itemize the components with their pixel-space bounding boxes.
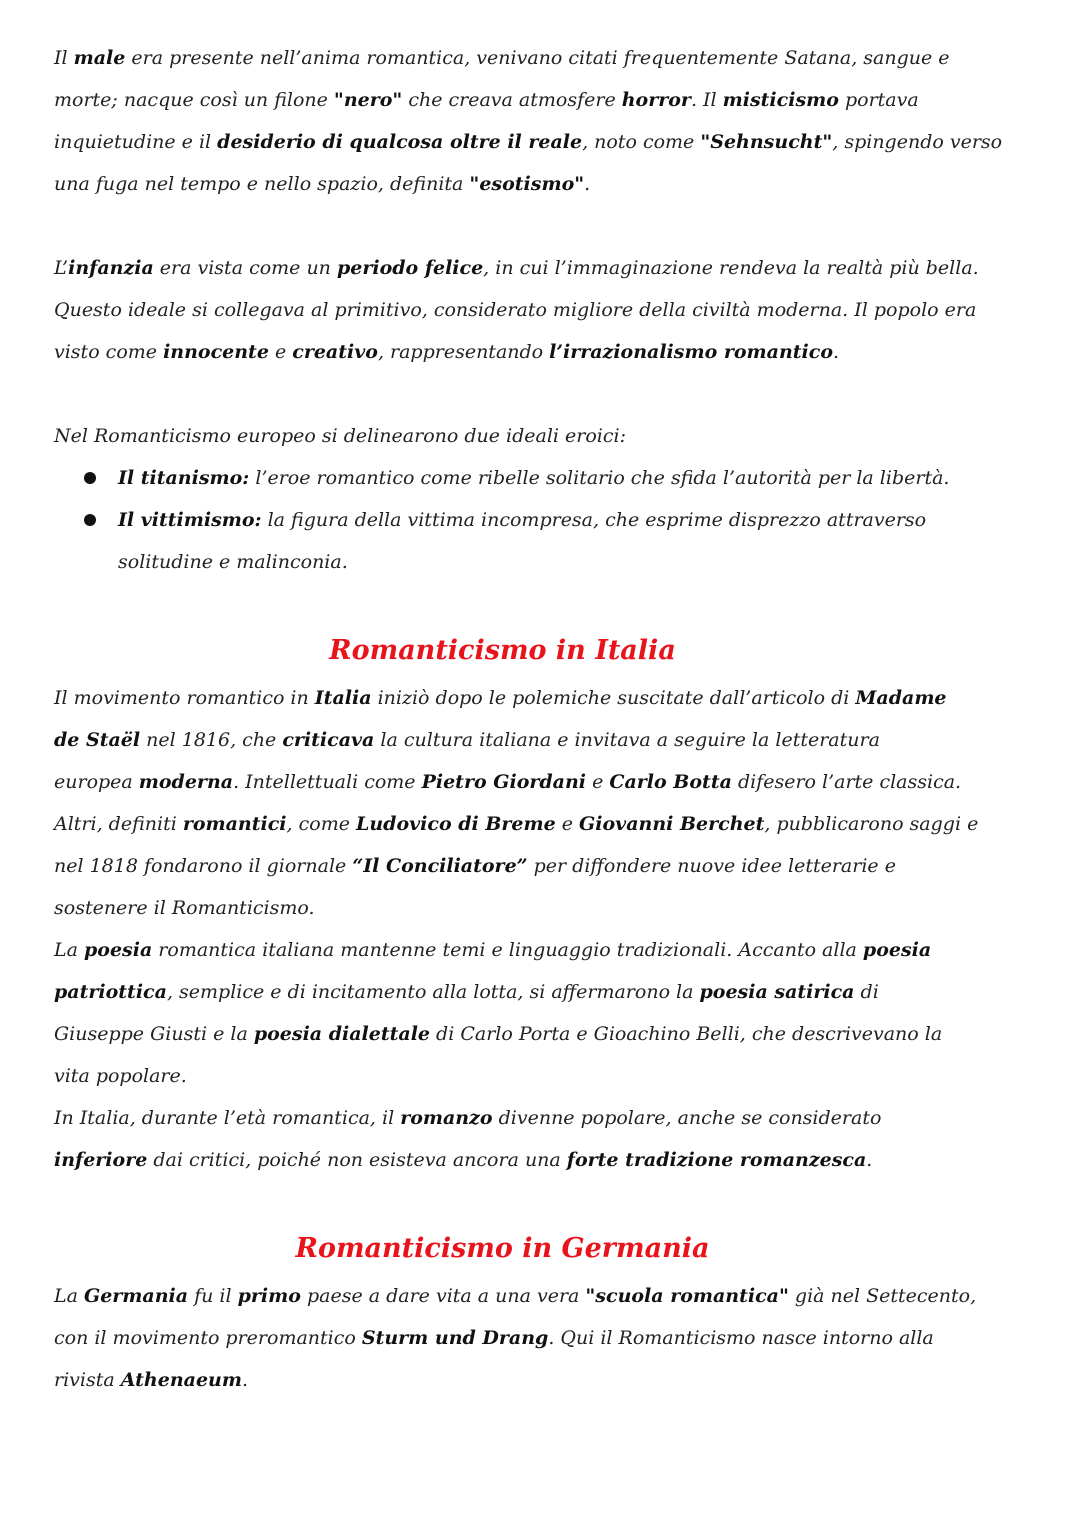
p3-intro: Nel Romanticismo europeo si delinearono due ideali eroici: — [54, 425, 626, 447]
heading-germania: Romanticismo in Germania — [295, 1233, 710, 1264]
bullet-titanismo: Il titanismo: l’eroe romantico come ribelle solitario che sfida l’autorità per la libertà. — [118, 467, 950, 489]
germania-line-2: con il movimento preromantico Sturm und Drang. Qui il Romanticismo nasce intorno alla — [54, 1327, 934, 1349]
bullet-icon — [84, 514, 96, 526]
italia-line-8: patriottica, semplice e di incitamento alla lotta, si affermarono la poesia satirica di — [54, 981, 879, 1003]
italia-line-9: Giuseppe Giusti e la poesia dialettale di Carlo Porta e Gioachino Belli, che descrivevano la — [54, 1023, 943, 1045]
italia-line-5: nel 1818 fondarono il giornale “Il Conciliatore” per diffondere nuove idee letterarie e — [54, 855, 896, 877]
bullet-vittimismo: Il vittimismo: la figura della vittima incompresa, che esprime disprezzo attraverso — [118, 509, 927, 531]
germania-line-1: La Germania fu il primo paese a dare vita a una vera "scuola romantica" già nel Settecento, — [54, 1285, 977, 1307]
bullet-vittimismo-cont: solitudine e malinconia. — [118, 551, 348, 573]
italia-line-10: vita popolare. — [54, 1065, 187, 1087]
p1-line-1: Il male era presente nell’anima romantica, venivano citati frequentemente Satana, sangue e — [54, 47, 950, 69]
italia-line-7: La poesia romantica italiana mantenne temi e linguaggio tradizionali. Accanto alla poesia — [54, 939, 932, 961]
p1-line-4: una fuga nel tempo e nello spazio, definita "esotismo". — [54, 173, 591, 195]
italia-line-1: Il movimento romantico in Italia iniziò dopo le polemiche suscitate dall’articolo di Madame — [54, 687, 947, 709]
italia-line-4: Altri, definiti romantici, come Ludovico di Breme e Giovanni Berchet, pubblicarono saggi e — [54, 813, 979, 835]
bullet-icon — [84, 472, 96, 484]
p1-line-3: inquietudine e il desiderio di qualcosa oltre il reale, noto come "Sehnsucht", spingendo verso — [54, 131, 1003, 153]
italia-line-12: inferiore dai critici, poiché non esisteva ancora una forte tradizione romanzesca. — [54, 1149, 873, 1171]
italia-line-6: sostenere il Romanticismo. — [54, 897, 315, 919]
italia-line-11: In Italia, durante l’età romantica, il romanzo divenne popolare, anche se considerato — [54, 1107, 882, 1129]
p2-line-1: L’infanzia era vista come un periodo felice, in cui l’immaginazione rendeva la realtà più bella. — [54, 257, 979, 279]
p2-line-2: Questo ideale si collegava al primitivo, considerato migliore della civiltà moderna. Il popolo era — [54, 299, 977, 321]
italia-line-2: de Staël nel 1816, che criticava la cultura italiana e invitava a seguire la letteratura — [54, 729, 880, 751]
heading-italia: Romanticismo in Italia — [329, 635, 676, 666]
germania-line-3: rivista Athenaeum. — [54, 1369, 248, 1391]
p1-line-2: morte; nacque così un filone "nero" che creava atmosfere horror. Il misticismo portava — [54, 89, 919, 111]
p2-line-3: visto come innocente e creativo, rappresentando l’irrazionalismo romantico. — [54, 341, 840, 363]
italia-line-3: europea moderna. Intellettuali come Pietro Giordani e Carlo Botta difesero l’arte classica. — [54, 771, 962, 793]
